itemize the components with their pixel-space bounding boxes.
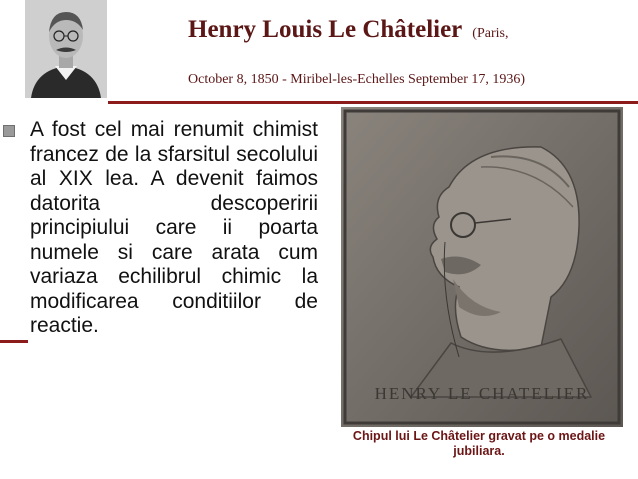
medal-caption: Chipul lui Le Châtelier gravat pe o medalie jubiliara.: [352, 429, 606, 458]
bullet-square-icon: [3, 125, 15, 137]
title-birthplace: (Paris,: [472, 26, 509, 41]
slide-title: [188, 16, 628, 44]
medal-image: [341, 107, 623, 427]
medal-inscription: HENRY LE CHATELIER: [374, 384, 590, 403]
header-divider: [108, 101, 638, 104]
left-accent-divider: [0, 340, 28, 343]
title-name: Henry Louis Le Châtelier: [188, 16, 463, 43]
body-paragraph: A fost cel mai renumit chimist francez de la sfarsitul secolului al XIX lea. A devenit faimos datorita descoperirii principiului care ii poarta numele si care arata cum variaza echilibrul chimic la modificarea conditiilor de reactie.: [30, 118, 318, 337]
title-dates: October 8, 1850 - Miribel-les-Echelles September 17, 1936): [188, 72, 526, 87]
portrait-photo: [25, 0, 107, 98]
